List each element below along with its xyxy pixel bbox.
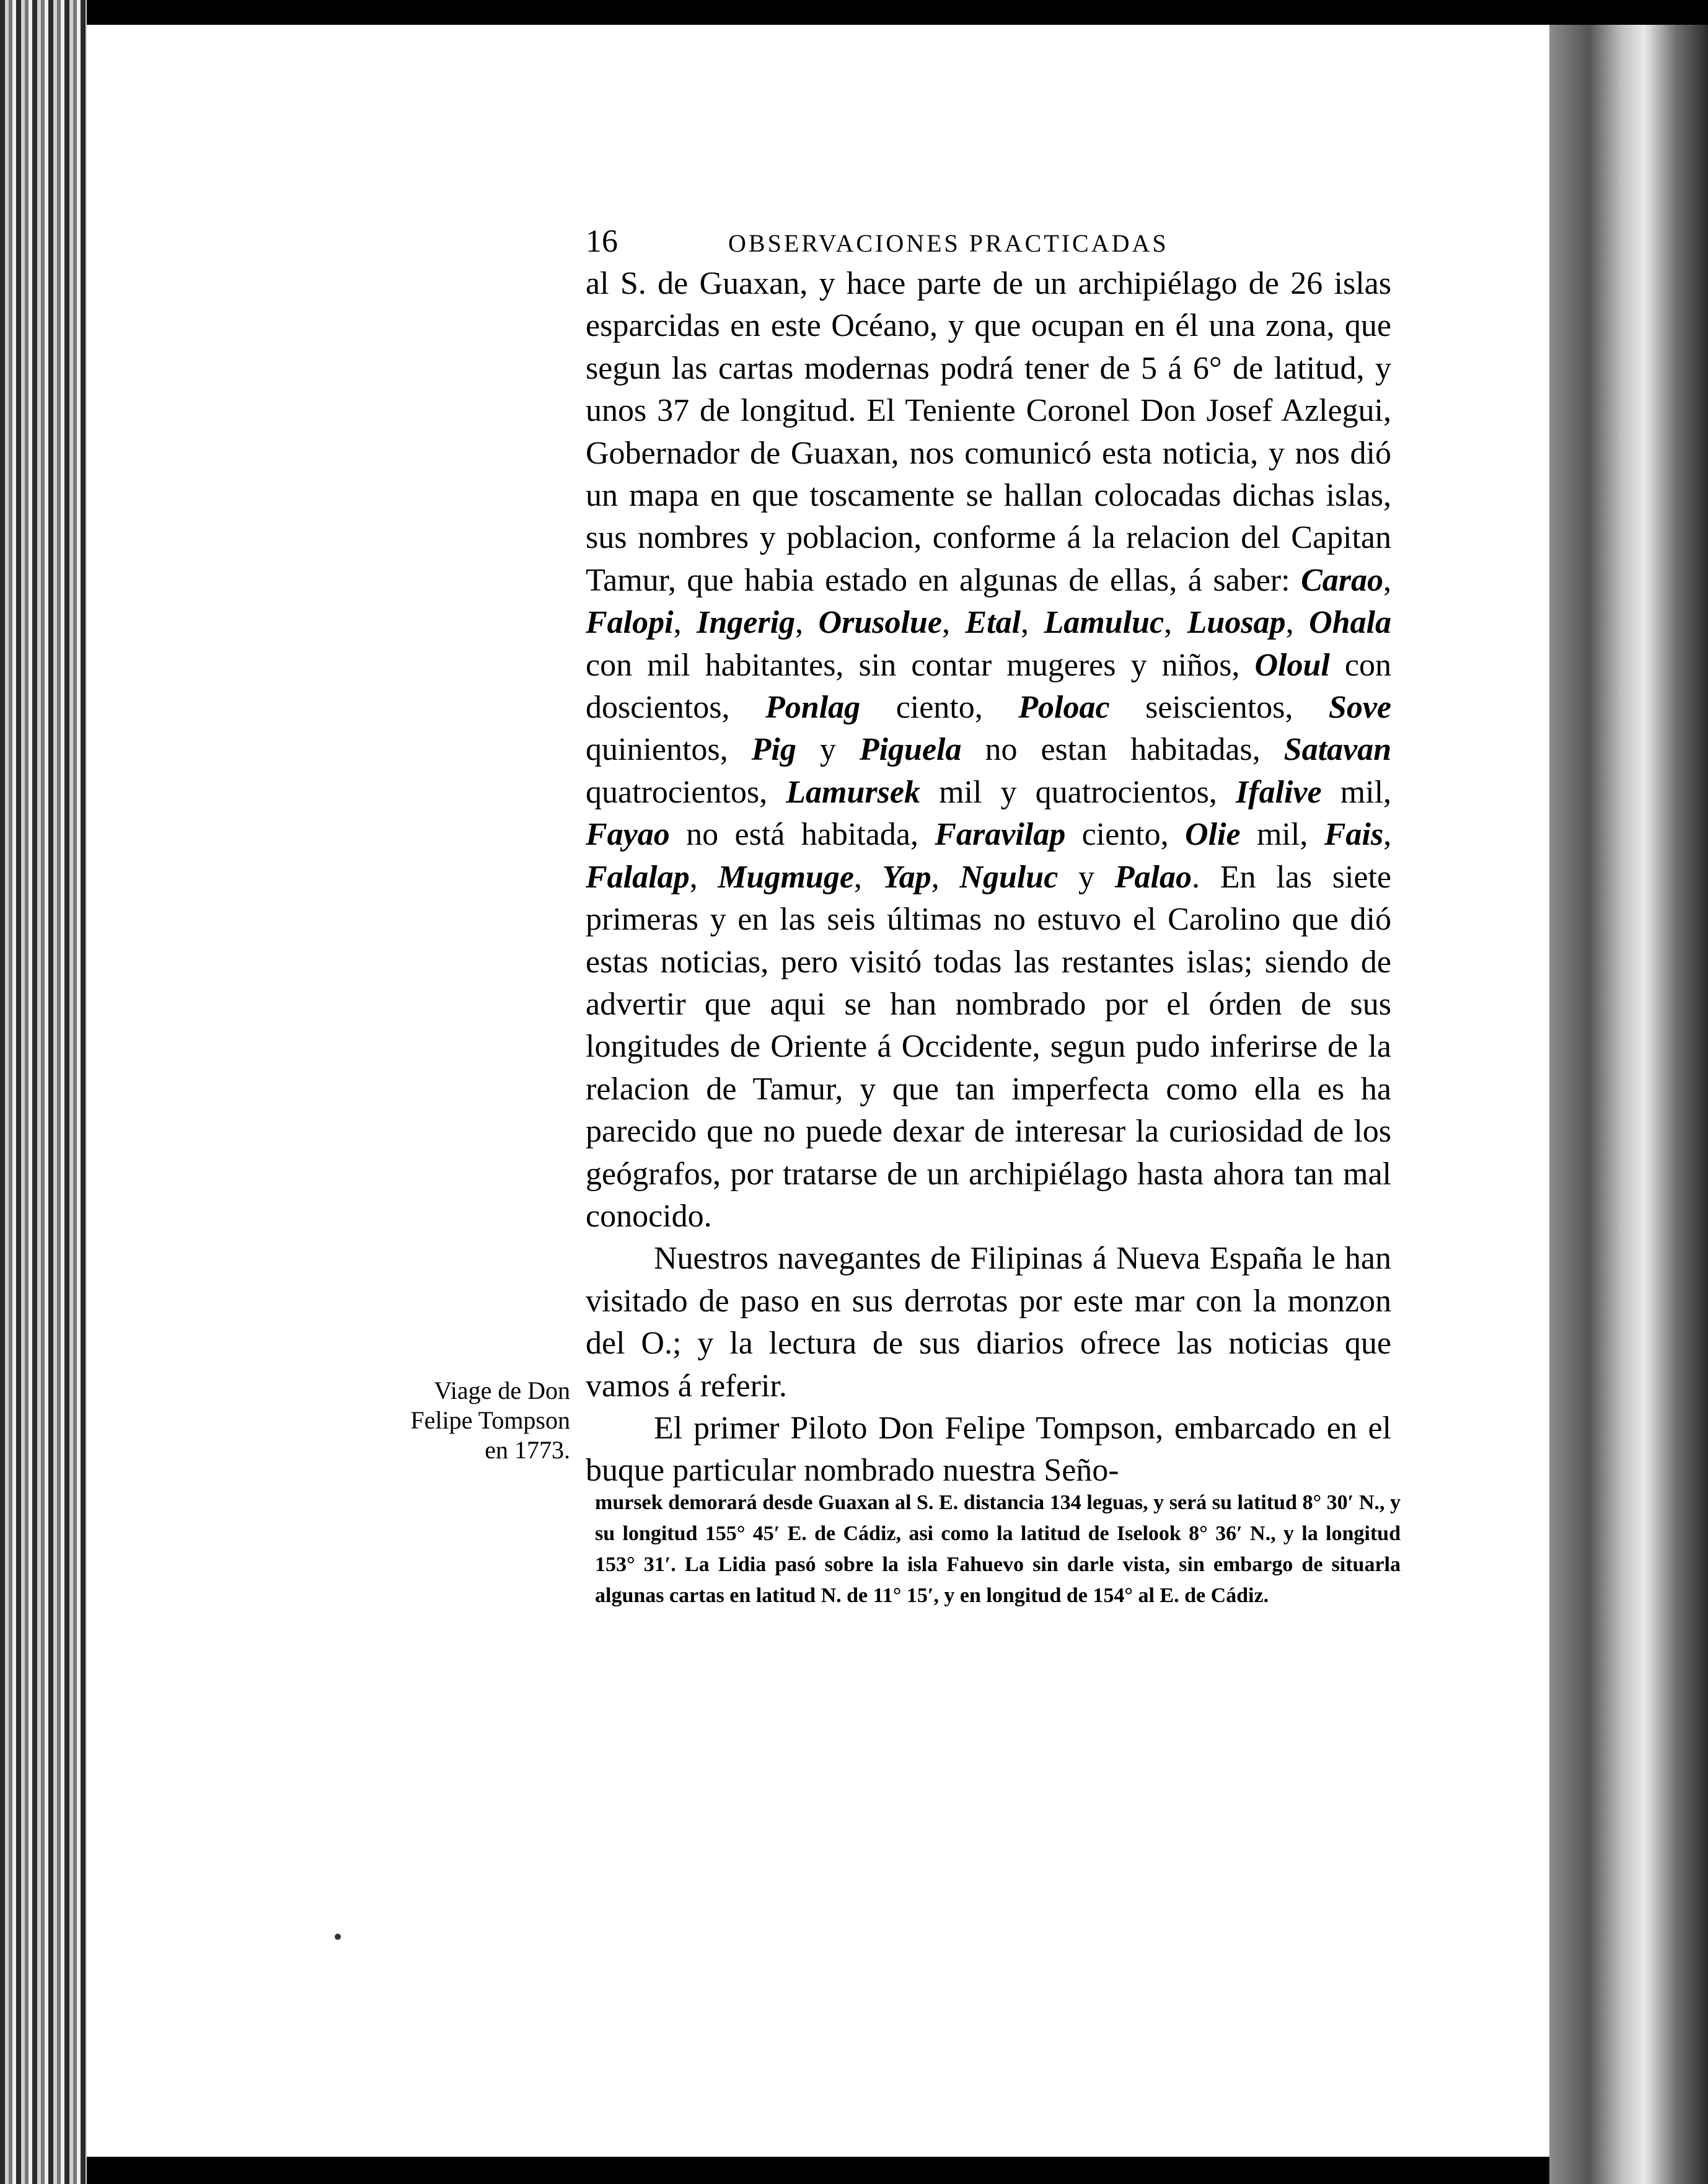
island-name: Olie [1185, 817, 1241, 853]
footnote-text: mursek demorará desde Guaxan al S. E. distancia 134 leguas, y será su latitud 8° 30′ N., y su longitud 155° 45′ E. de Cádiz, asi como la latitud de Iselook 8° 36′ N., y la longitud 153° 31′. La Lidia pasó sobre la isla Fahuevo sin darle vista, sin embargo de situarla algunas cartas en latitud N. de 11° 15′, y en longitud de 154° al E. de Cádiz. [595, 1491, 1401, 1607]
island-name: Falopi [586, 605, 674, 641]
paragraph-1: al S. de Guaxan, y hace parte de un archipiélago de 26 islas esparcidas en este Océano, y que ocupan en él una zona, que segun las cartas modernas podrá tener de 5 á 6° de latitud, y unos 37 de longitud. El Teniente Coronel Don Josef Azlegui, Gobernador de Guaxan, nos comunicó esta noticia, y nos dió un mapa en que toscamente se hallan colocadas dichas islas, sus nombres y poblacion, conforme á la relacion del Capitan Tamur, que habia estado en algunas de ellas, á saber: Carao, Falopi, Ingerig, Orusolue, Etal, Lamuluc, Luosap, Ohala con mil habitantes, sin contar mugeres y niños, Oloul con doscientos, Ponlag ciento, Poloac seiscientos, Sove quinientos, Pig y Piguela no estan habitadas, Satavan quatrocientos, Lamursek mil y quatrocientos, Ifalive mil, Fayao no está habitada, Faravilap ciento, Olie mil, Fais, Falalap, Mugmuge, Yap, Nguluc y Palao. En las siete primeras y en las seis últimas no estuvo el Carolino que dió estas noticias, pero visitó todas las restantes islas; siendo de advertir que aqui se han nombrado por el órden de sus longitudes de Oriente á Occidente, segun pudo inferirse de la relacion de Tamur, y que tan imperfecta como ella es ha parecido que no puede dexar de interesar la curiosidad de los geógrafos, por tratarse de un archipiélago hasta ahora tan mal conocido. [586, 266, 1392, 1234]
conjunction: y [1078, 859, 1095, 895]
island-detail: no estan habitadas, [985, 732, 1261, 768]
island-detail: con doscientos, [586, 647, 1391, 726]
island-name: Pig [751, 732, 796, 768]
island-detail: quinientos, [586, 732, 728, 768]
island-detail: mil, [1340, 774, 1392, 810]
book-gutter-shadow [1549, 25, 1708, 2184]
footnote [595, 1487, 1401, 1611]
margin-note-line: Felipe Tompson [410, 1406, 570, 1434]
island-name: Ohala [1309, 605, 1391, 641]
island-detail: ciento, [1081, 817, 1169, 853]
island-name: Ingerig [697, 605, 796, 641]
page-number: 16 [586, 224, 618, 259]
island-name: Oloul [1254, 647, 1330, 683]
island-name: Satavan [1283, 732, 1392, 768]
island-name: Lamursek [786, 774, 920, 810]
island-name: Fais [1324, 817, 1384, 853]
island-name: Falalap [586, 859, 690, 895]
island-detail: mil, [1256, 817, 1308, 853]
body-text [586, 263, 1391, 1492]
island-name: Piguela [859, 732, 962, 768]
island-name: Ifalive [1235, 774, 1322, 810]
island-detail: mil y quatrocientos, [939, 774, 1217, 810]
island-name: Faravilap [935, 817, 1066, 853]
margin-note-line: Viage de Don [434, 1376, 570, 1404]
margin-note-line: en 1773. [485, 1436, 570, 1464]
ink-speck [335, 1934, 341, 1940]
paragraph-1-end: En las siete primeras y en las seis últimas no estuvo el Carolino que dió estas noticias, pero visitó todas las restantes islas; siendo de advertir que aqui se han nombrado por el órden de sus longitudes de Oriente á Occidente, segun pudo inferirse de la relacion de Tamur, y que tan imperfecta como ella es ha parecido que no puede dexar de interesar la curiosidad de los geógrafos, por tratarse de un archipiélago hasta ahora tan mal conocido. [586, 859, 1392, 1234]
island-detail: ciento, [896, 690, 983, 726]
island-name: Sove [1328, 690, 1391, 726]
island-name: Luosap [1187, 605, 1286, 641]
island-name: Yap [882, 859, 931, 895]
island-name: Lamuluc [1044, 605, 1164, 641]
island-name: Poloac [1018, 690, 1110, 726]
island-name: Nguluc [959, 859, 1059, 895]
paragraph-1-intro: al S. de Guaxan, y hace parte de un archipiélago de 26 islas esparcidas en este Océano, y que ocupan en él una zona, que segun las cartas modernas podrá tener de 5 á 6° de latitud, y unos 37 de longitud. El Teniente Coronel Don Josef Azlegui, Gobernador de Guaxan, nos comunicó esta noticia, y nos dió un mapa en que toscamente se hallan colocadas dichas islas, sus nombres y poblacion, conforme á la relacion del Capitan Tamur, que habia estado en algunas de ellas, á saber: [586, 266, 1391, 598]
conjunction: y [819, 732, 836, 768]
island-name: Fayao [586, 817, 670, 853]
island-detail: quatrocientos, [586, 774, 768, 810]
island-name: Orusolue [818, 605, 942, 641]
running-head [586, 223, 1391, 263]
island-detail: con mil habitantes, sin contar mugeres y niños, [586, 647, 1240, 683]
paragraph-2: Nuestros navegantes de Filipinas á Nueva España le han visitado de paso en sus derrotas por este mar con la monzon del O.; y la lectura de sus diarios ofrece las noticias que vamos á referir. [586, 1241, 1391, 1404]
main-text-block [586, 223, 1391, 1492]
island-detail: no está habitada, [686, 817, 918, 853]
island-name: Etal [965, 605, 1021, 641]
island-name: Carao [1301, 562, 1383, 598]
island-name: Palao [1114, 859, 1192, 895]
running-title: OBSERVACIONES PRACTICADAS [728, 229, 1169, 257]
island-name: Ponlag [765, 690, 861, 726]
island-detail: seiscientos, [1145, 690, 1293, 726]
book-page-edges [0, 0, 87, 2184]
paragraph-3: El primer Piloto Don Felipe Tompson, embarcado en el buque particular nombrado nuestra Seño- [586, 1410, 1391, 1489]
island-name: Mugmuge [718, 859, 854, 895]
margin-note [372, 1376, 570, 1465]
